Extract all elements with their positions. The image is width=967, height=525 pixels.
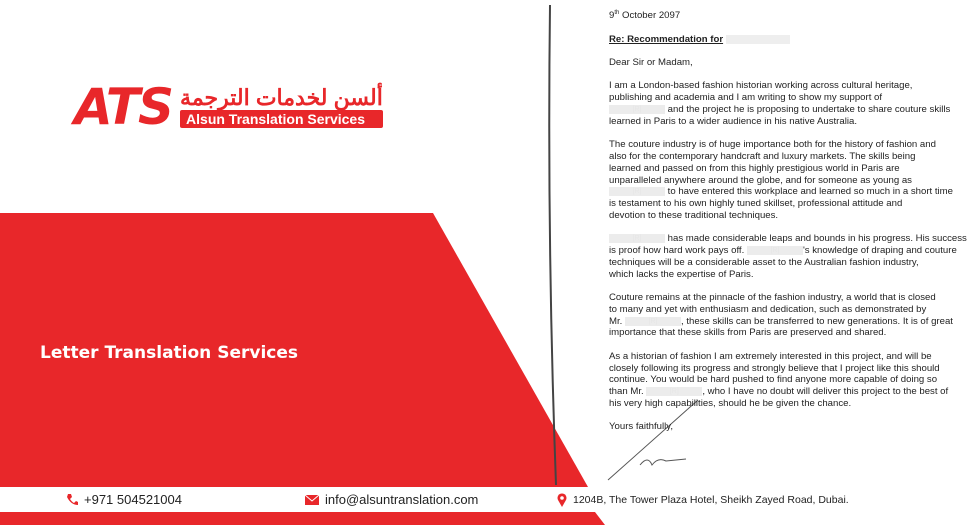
- logo-arabic: ألسن لخدمات الترجمة: [180, 85, 383, 110]
- letter-line: [R] has made considerable leaps and bounds in his progress. His success: [609, 233, 967, 245]
- letter-line: is testament to his own highly tuned skillset, professional attitude and: [609, 198, 903, 210]
- letter-paragraph: [609, 139, 967, 222]
- letter-line: is proof how hard work pays off. [R] 's knowledge of draping and couture: [609, 245, 957, 257]
- redacted-name: [R]: [609, 105, 665, 114]
- redacted-name: [726, 35, 790, 44]
- redacted-name: [R]: [625, 317, 681, 326]
- logo-mark: ATS: [74, 78, 173, 136]
- email-address: info@alsuntranslation.com: [325, 492, 479, 507]
- page-title: Letter Translation Services: [40, 343, 298, 363]
- email-icon: [305, 495, 319, 505]
- email-item[interactable]: [305, 492, 478, 507]
- address-text: 1204B, The Tower Plaza Hotel, Sheikh Zayed Road, Dubai.: [573, 493, 849, 506]
- redacted-name: [R]: [609, 234, 665, 243]
- letter-line: which lacks the expertise of Paris.: [609, 268, 754, 280]
- letter-line: learned and passed on from this highly prestigious world in Paris are: [609, 162, 900, 174]
- redacted-name: [R]: [747, 246, 803, 255]
- phone-icon: [66, 493, 78, 506]
- address-item: [557, 493, 849, 507]
- letter-line: [R] to have entered this workplace and learned so much in a short time: [609, 186, 967, 198]
- letter-line: publishing and academia and I am writing to show my support of: [609, 92, 883, 104]
- location-pin-icon: [557, 493, 567, 507]
- letter-date: 9th October 2097: [609, 10, 681, 22]
- logo-english: Alsun Translation Services: [180, 110, 383, 128]
- letter-salutation: Dear Sir or Madam,: [609, 56, 693, 68]
- letter-document: [550, 0, 967, 485]
- letter-line: techniques will be a considerable asset to the Australian fashion industry,: [609, 256, 919, 268]
- letter-line: As a historian of fashion I am extremely interested in this project, and will be: [609, 350, 932, 362]
- letter-paragraph: [609, 292, 967, 339]
- letter-line: Couture remains at the pinnacle of the fashion industry, a world that is closed: [609, 292, 936, 304]
- letter-subject: Re: Recommendation for: [609, 34, 967, 46]
- letter-paragraph: [609, 80, 967, 127]
- letter-line: closely following its progress and strongly believe that I project like this should: [609, 362, 940, 374]
- redacted-name: [R]: [646, 387, 702, 396]
- letter-line: Mr. [R] , these skills can be transferred to new generations. It is of great: [609, 315, 953, 327]
- letter-closing: Yours faithfully,: [609, 421, 673, 433]
- redacted-name: [R]: [609, 187, 665, 196]
- letter-paragraph: [609, 233, 967, 280]
- phone-number: +971 504521004: [84, 492, 182, 507]
- letter-line: The couture industry is of huge importance both for the history of fashion and: [609, 139, 936, 151]
- letter-body: [609, 8, 967, 445]
- letter-line: also for the contemporary handcraft and luxury markets. The skills being: [609, 150, 916, 162]
- contact-footer: [0, 487, 900, 512]
- red-footer-band: [0, 512, 605, 525]
- letter-line: I am a London-based fashion historian working across cultural heritage,: [609, 80, 913, 92]
- letter-line: than Mr. [R] , who I have no doubt will deliver this project to the best of: [609, 386, 949, 398]
- letter-line: continue. You would be hard pushed to find anyone more capable of doing so: [609, 374, 938, 386]
- letter-line: unparalleled anywhere around the globe, and for someone as young as: [609, 174, 912, 186]
- letter-line: [R] and the project he is proposing to undertake to share couture skills: [609, 104, 967, 116]
- letter-line: to many and yet with enthusiasm and dedication, such as demonstrated by: [609, 303, 927, 315]
- ats-logo: [74, 78, 383, 136]
- letter-line: importance that these skills from Paris are preserved and shared.: [609, 327, 887, 339]
- letter-line: his very high capabilities, should he be given the chance.: [609, 398, 852, 410]
- letter-line: learned in Paris to a wider audience in his native Australia.: [609, 115, 857, 127]
- phone-item[interactable]: [66, 492, 182, 507]
- letter-paragraph: [609, 351, 967, 410]
- letter-line: devotion to these traditional techniques.: [609, 209, 779, 221]
